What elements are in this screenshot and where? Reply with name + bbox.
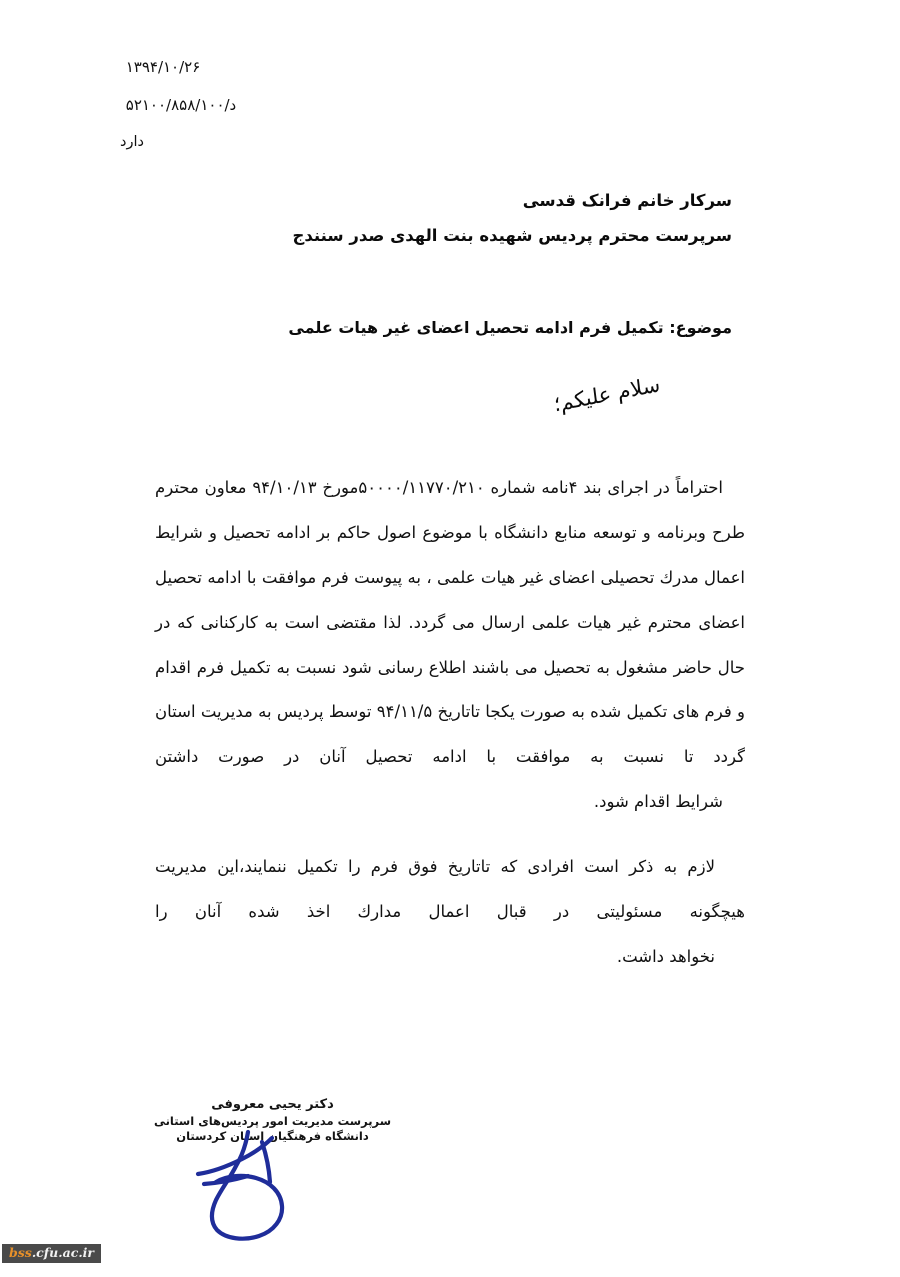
signatory-organization: دانشگاه فرهنگیان استان کردستان bbox=[176, 1129, 369, 1144]
body-paragraph-2-tail: نخواهد داشت. bbox=[616, 946, 715, 966]
watermark-prefix: bss bbox=[9, 1244, 32, 1260]
signature-block bbox=[150, 1096, 395, 1145]
site-watermark bbox=[2, 1244, 101, 1264]
letter-body bbox=[155, 466, 745, 980]
letter-date: ۱۳۹۴/۱۰/۲۶ bbox=[125, 58, 201, 76]
body-paragraph-2-text: لازم به ذکر است افرادی که تاتاریخ فوق فرم را تکمیل ننمایند،این مدیریت هیچگونه مسئولیتی در قبال اعمال مدارك اخذ شده آنان را bbox=[155, 857, 745, 921]
body-paragraph-1-text: احتراماً در اجرای بند ۴نامه شماره ۵۰۰۰۰/۱۱۷۷۰/۲۱۰مورخ ۹۴/۱۰/۱۳ معاون محترم طرح وبرنامه و توسعه منابع دانشگاه با موضوع اصول حاکم بر ادامه تحصیل و شرایط اعمال مدرك تحصیلی اعضای غیر هیات علمی ، به پیوست فرم موافقت با ادامه تحصیل اعضای محترم غیر هیات علمی ارسال می گردد. لذا مقتضی است به کارکنانی که در حال حاضر مشغول به تحصیل می باشند اطلاع رسانی شود نسبت به تکمیل فرم اقدام و فرم های تکمیل شده به صورت یکجا تاتاریخ ۹۴/۱۱/۵ توسط پردیس به مدیریت استان گردد تا نسبت به موافقت با ادامه تحصیل آنان در صورت داشتن bbox=[155, 478, 745, 767]
letter-reference-number: د/۵۲۱۰۰/۸۵۸/۱۰۰ bbox=[125, 96, 237, 114]
recipient-block bbox=[167, 188, 732, 248]
letter-header-meta bbox=[0, 58, 300, 150]
salutation-text: سلام علیکم؛ bbox=[552, 372, 662, 417]
salutation-block bbox=[552, 372, 732, 417]
watermark-suffix: .cfu.ac.ir bbox=[31, 1244, 95, 1260]
letter-attachment-label: دارد bbox=[120, 134, 144, 150]
signatory-role: سرپرست مدیریت امور پردیس‌های استانی bbox=[153, 1113, 392, 1128]
body-paragraph-1 bbox=[155, 466, 745, 825]
letter-subject: موضوع: تکمیل فرم ادامه تحصیل اعضای غیر هیات علمی bbox=[288, 318, 732, 337]
body-paragraph-1-tail: شرایط اقدام شود. bbox=[593, 792, 723, 812]
signatory-name: دکتر یحیی معروفی bbox=[211, 1097, 334, 1112]
body-paragraph-2 bbox=[155, 845, 745, 980]
recipient-title: سرپرست محترم پردیس شهیده بنت الهدی صدر سنندج bbox=[292, 225, 732, 245]
recipient-name: سرکار خانم فرانک قدسی bbox=[522, 191, 732, 210]
